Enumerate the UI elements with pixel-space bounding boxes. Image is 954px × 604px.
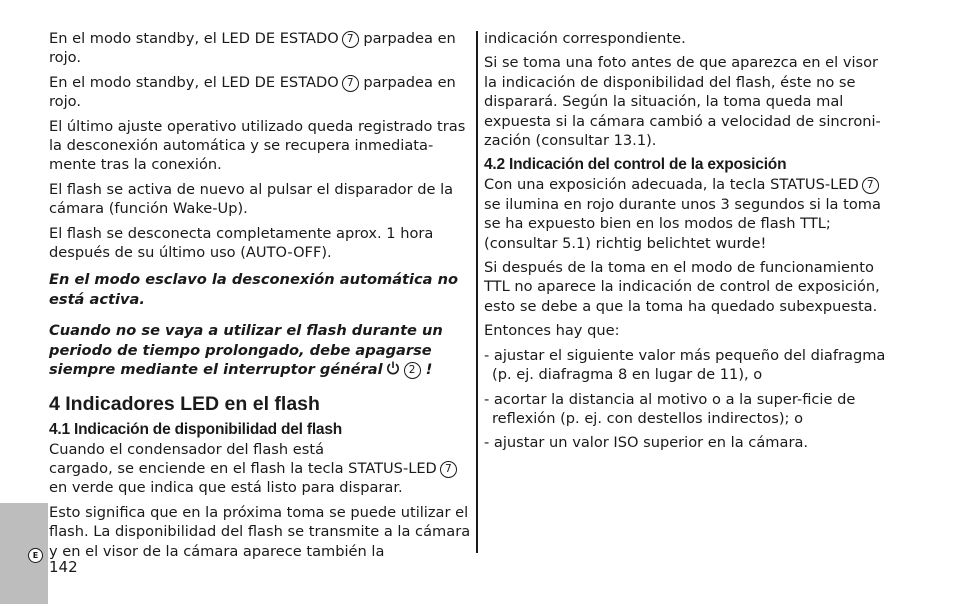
power-icon [385,360,401,376]
slave-mode-note: En el modo esclavo la desconexión automática no está activa. [49,271,459,308]
exposure-paragraph [484,175,894,253]
circled-number: 7 [440,461,457,478]
text-run: Con una exposición adecuada, la tecla STATUS-LED [484,176,859,194]
last-setting-paragraph: El último ajuste operativo utilizado queda registrado tras la desconexión automática y se recupera inmediata-mente tras la conexión. [49,117,466,174]
circled-number: 7 [342,31,359,48]
early-shot-paragraph: Si se toma una foto antes de que aparezca en el visor la indicación de disponibilidad del flash, éste no se disparará. Según la situación, la toma queda mal expuesta si la cámara cambió a velocidad de sincroni-zación (consultar 13.1). [484,54,881,150]
subsection-heading: 4.1 Indicación de disponibilidad del flash [49,420,343,438]
text-run: en verde que indica que está listo para disparar. [49,479,403,497]
then-paragraph: Entonces hay que: [484,322,620,340]
text-run: cargado, se enciende en el flash la tecla STATUS-LED [49,459,437,477]
underexposed-paragraph: Si después de la toma en el modo de funcionamiento TTL no aparece la indicación de control de exposición, esto se debe a que la toma ha quedado subexpuesta. [484,259,880,315]
subsection-heading: 4.2 Indicación del control de la exposición [484,156,787,174]
circled-number: 7 [862,177,879,194]
language-badge: E [28,548,43,563]
auto-off-paragraph: El flash se desconecta completamente aprox. 1 hora después de su último uso (AUTO-OFF). [49,224,434,262]
text-run: parpadea en rojo. [49,30,456,67]
standby-paragraph-1 [49,29,472,68]
page-number: 142 [49,558,78,576]
availability-paragraph: Esto significa que en la próxima toma se puede utilizar el flash. La disponibilidad del flash se transmite a la cámara y en el visor de la cámara aparece también la [49,503,471,560]
text-run: Cuando el condensador del flash está [49,440,325,458]
wake-up-paragraph: El flash se activa de nuevo al pulsar el disparador de la cámara (función Wake-Up). [49,180,454,218]
circled-number: 7 [342,75,359,92]
list-item: - ajustar el siguiente valor más pequeño del diafragma (p. ej. diafragma 8 en lugar de 11), o [484,346,886,384]
indication-paragraph: indicación correspondiente. [484,30,686,47]
list-item: - ajustar un valor ISO superior en la cámara. [484,434,809,452]
standby-paragraph-2 [49,73,472,112]
right-column [484,29,894,458]
text-run: ! [420,361,433,379]
text-run: En el modo standby, el LED DE ESTADO [49,30,339,47]
text-run: En el modo standby, el LED DE ESTADO [49,73,339,91]
circled-number: 2 [404,362,421,379]
left-column [49,29,472,566]
text-run: parpadea en rojo. [49,73,456,111]
main-switch-note [49,321,472,379]
text-run: se ilumina en rojo durante unos 3 segundos si la toma se ha expuesto bien en los modos de flash TTL; (consultar 5.1) richtig belichtet wurde! [484,195,881,252]
text-run: Cuando no se vaya a utilizar el flash durante un periodo de tiempo prolongado, debe apagarse siempre mediante el interruptor général [49,322,443,379]
list-item: - acortar la distancia al motivo o a la super-ficie de reflexión (p. ej. con destellos indirectos); o [484,390,856,427]
section-heading: 4 Indicadores LED en el flash [49,392,320,415]
column-divider [476,31,478,553]
capacitor-paragraph [49,440,472,498]
